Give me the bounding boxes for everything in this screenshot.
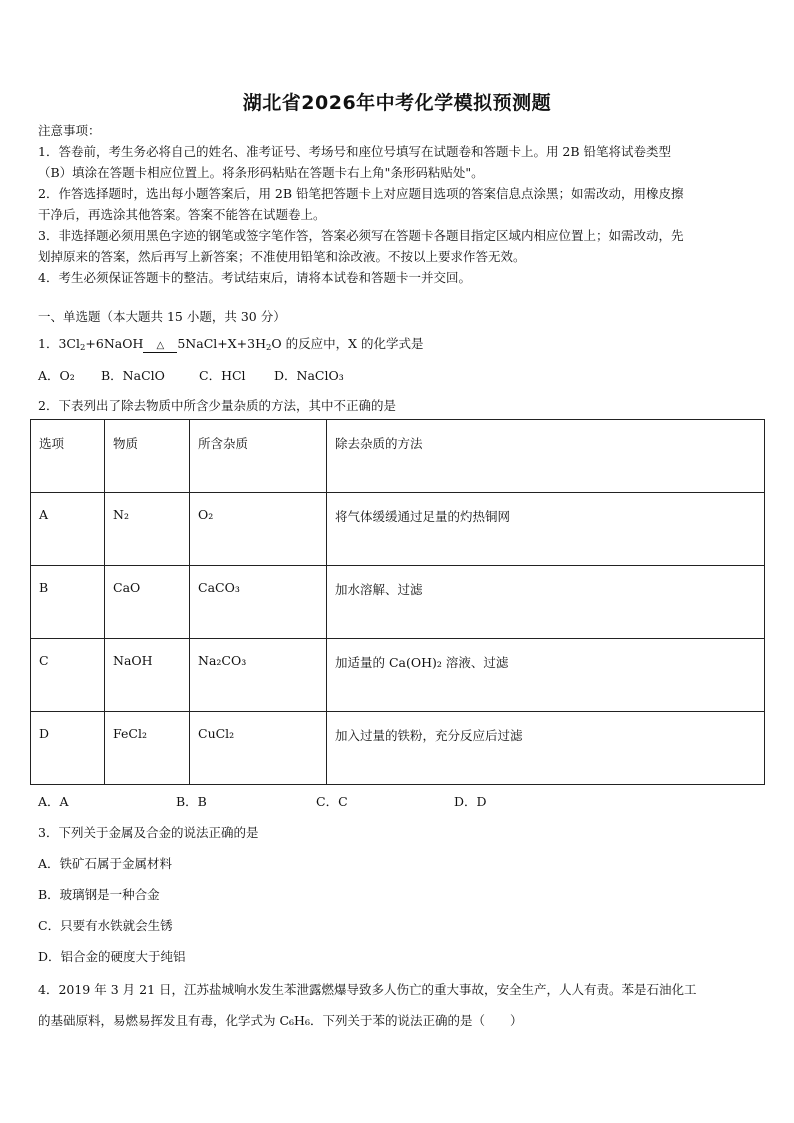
table-cell: 加适量的 Ca(OH)₂ 溶液、过滤 [327,639,765,712]
table-cell: D [31,712,105,785]
table-cell: A [31,493,105,566]
option-c[interactable]: C．C [316,794,348,809]
table-cell: CaCO₃ [190,566,327,639]
option-d[interactable]: D．D [454,794,487,809]
notice-line: 3．非选择题必须用黑色字迹的钢笔或签字笔作答，答案必须写在答题卡各题目指定区域内相应位置上；如需改动，先 [38,228,684,243]
table-cell: N₂ [105,493,190,566]
option-a[interactable]: A．O₂ [38,368,75,383]
question-1-options [38,366,344,384]
table-cell: C [31,639,105,712]
table-cell: B [31,566,105,639]
table-header-cell: 选项 [31,420,105,493]
option-b[interactable]: B．B [176,794,207,809]
heat-condition-icon: △ [143,347,177,353]
option-c[interactable]: C．只要有水铁就会生锈 [38,918,173,933]
option-a[interactable]: A．铁矿石属于金属材料 [38,856,173,871]
table-cell: 加水溶解、过滤 [327,566,765,639]
table-cell: CuCl₂ [190,712,327,785]
notice-heading: 注意事项： [38,123,101,138]
table-cell: FeCl₂ [105,712,190,785]
table-header-cell: 物质 [105,420,190,493]
question-1-stem [38,334,424,353]
section-heading: 一、单选题（本大题共 15 小题，共 30 分） [38,309,286,324]
question-4-stem-cont: 的基础原料，易燃易挥发且有毒，化学式为 C₆H₆．下列关于苯的说法正确的是（ ） [38,1013,523,1028]
table-header-cell: 所含杂质 [190,420,327,493]
option-c[interactable]: C．HCl [199,368,246,383]
q1-suffix: O 的反应中，X 的化学式是 [271,336,424,351]
table-row [31,639,765,712]
q1-sub: 2 [79,343,86,353]
q1-prefix: 1．3Cl [38,336,80,351]
notice-line: 2．作答选择题时，选出每小题答案后，用 2B 铅笔把答题卡上对应题目选项的答案信息点涂黑；如需改动，用橡皮擦 [38,186,684,201]
q1-sub: 2 [265,343,272,353]
page-title: 湖北省2026年中考化学模拟预测题 [242,92,552,114]
option-a[interactable]: A．A [38,794,69,809]
option-d[interactable]: D．铝合金的硬度大于纯铝 [38,949,186,964]
table-cell: CaO [105,566,190,639]
table-header-cell: 除去杂质的方法 [327,420,765,493]
notice-line: 划掉原来的答案，然后再写上新答案；不准使用铅笔和涂改液。不按以上要求作答无效。 [38,249,526,264]
option-b[interactable]: B．NaClO [101,368,165,383]
option-d[interactable]: D．NaClO₃ [274,368,344,383]
table-cell: NaOH [105,639,190,712]
table-row [31,712,765,785]
q1-mid: +6NaOH [85,336,144,351]
notice-line: 4．考生必须保证答题卡的整洁。考试结束后，请将本试卷和答题卡一并交回。 [38,270,471,285]
notice-line: 干净后，再选涂其他答案。答案不能答在试题卷上。 [38,207,326,222]
notice-line: （B）填涂在答题卡相应位置上。将条形码粘贴在答题卡右上角"条形码粘贴处"。 [38,165,484,180]
table-row [31,493,765,566]
table-row [31,566,765,639]
table-cell: 加入过量的铁粉，充分反应后过滤 [327,712,765,785]
notice-line: 1．答卷前，考生务必将自己的姓名、准考证号、考场号和座位号填写在试题卷和答题卡上。用 2B 铅笔将试卷类型 [38,144,672,159]
question-2-options [38,792,487,810]
option-b[interactable]: B．玻璃钢是一种合金 [38,887,160,902]
impurity-table [30,419,765,785]
q1-mid: 5NaCl+X+3H [177,336,266,351]
question-3-stem: 3．下列关于金属及合金的说法正确的是 [38,825,259,840]
question-2-stem: 2．下表列出了除去物质中所含少量杂质的方法，其中不正确的是 [38,398,396,413]
table-cell: O₂ [190,493,327,566]
table-cell: Na₂CO₃ [190,639,327,712]
table-cell: 将气体缓缓通过足量的灼热铜网 [327,493,765,566]
question-4-stem: 4．2019 年 3 月 21 日，江苏盐城响水发生苯泄露燃爆导致多人伤亡的重大事故，安全生产，人人有责。苯是石油化工 [38,982,697,997]
table-header-row [31,420,765,493]
